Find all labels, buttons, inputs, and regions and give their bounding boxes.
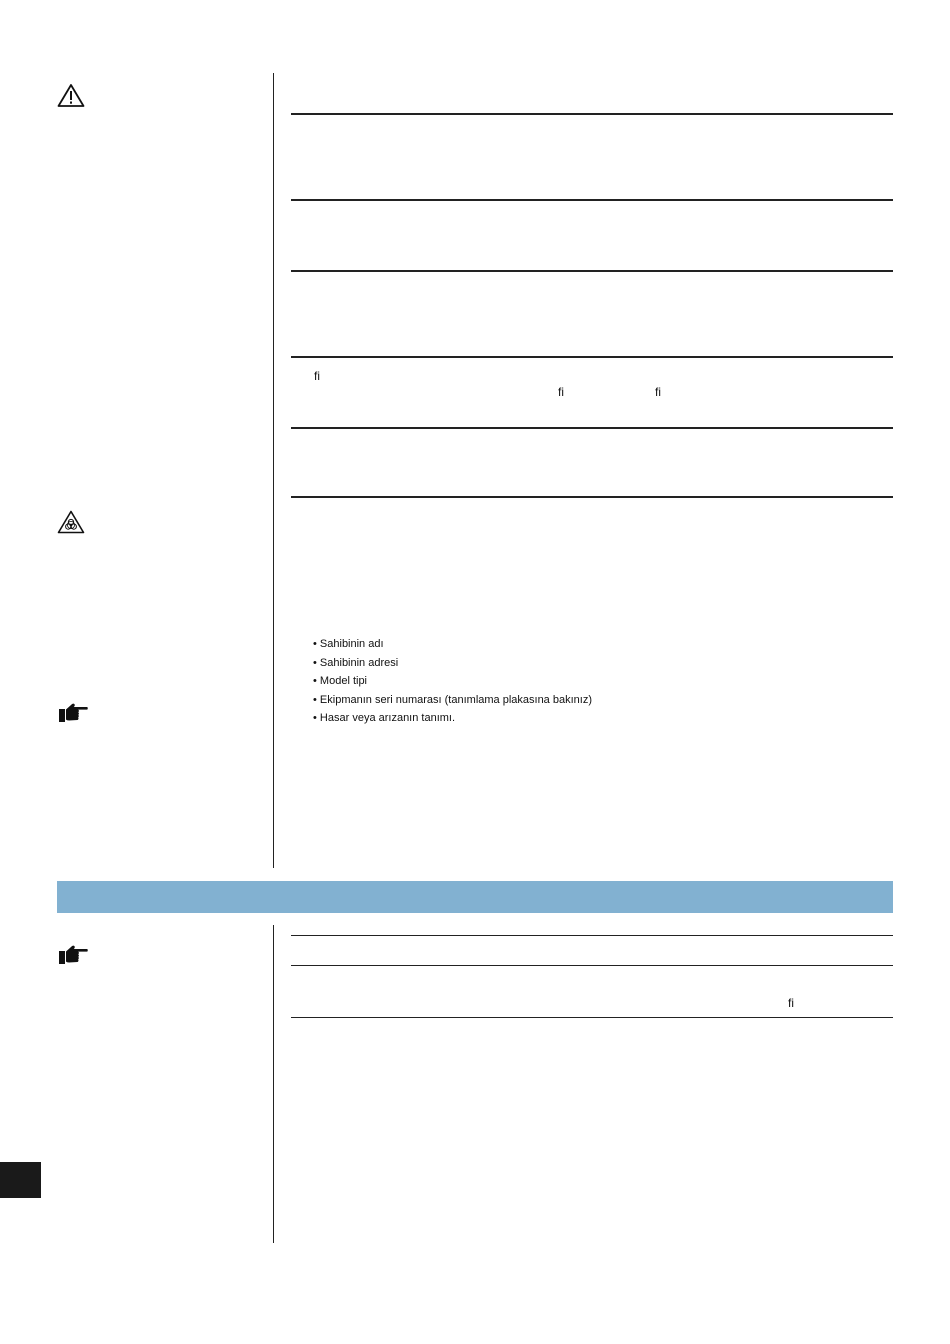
list-item: • Hasar veya arızanın tanımı. (313, 709, 592, 728)
table-rule-3 (291, 270, 893, 272)
section-header-band (57, 881, 893, 913)
ligature-text-2: ﬁ (558, 385, 564, 399)
list-item: • Sahibinin adı (313, 635, 592, 654)
pointing-hand-icon (56, 700, 88, 724)
table-rule-2 (291, 199, 893, 201)
owner-info-list (313, 635, 592, 728)
pointing-hand-icon (56, 942, 88, 966)
table-rule-9 (291, 1017, 893, 1018)
list-item: • Ekipmanın seri numarası (tanımlama plakasına bakınız) (313, 691, 592, 710)
table-rule-4 (291, 356, 893, 358)
table-rule-6 (291, 496, 893, 498)
ligature-text-3: ﬁ (655, 385, 661, 399)
table-rule-5 (291, 427, 893, 429)
list-item: • Model tipi (313, 672, 592, 691)
ligature-text-1: ﬁ (314, 369, 320, 383)
column-divider-lower (273, 925, 274, 1243)
list-item: • Sahibinin adresi (313, 654, 592, 673)
warning-triangle-icon (57, 83, 85, 108)
table-rule-7 (291, 935, 893, 936)
table-rule-1 (291, 113, 893, 115)
table-rule-8 (291, 965, 893, 966)
column-divider-upper (273, 73, 274, 868)
ligature-text-4: ﬁ (788, 996, 794, 1010)
biohazard-icon (57, 510, 85, 534)
page-language-tab (0, 1162, 41, 1198)
